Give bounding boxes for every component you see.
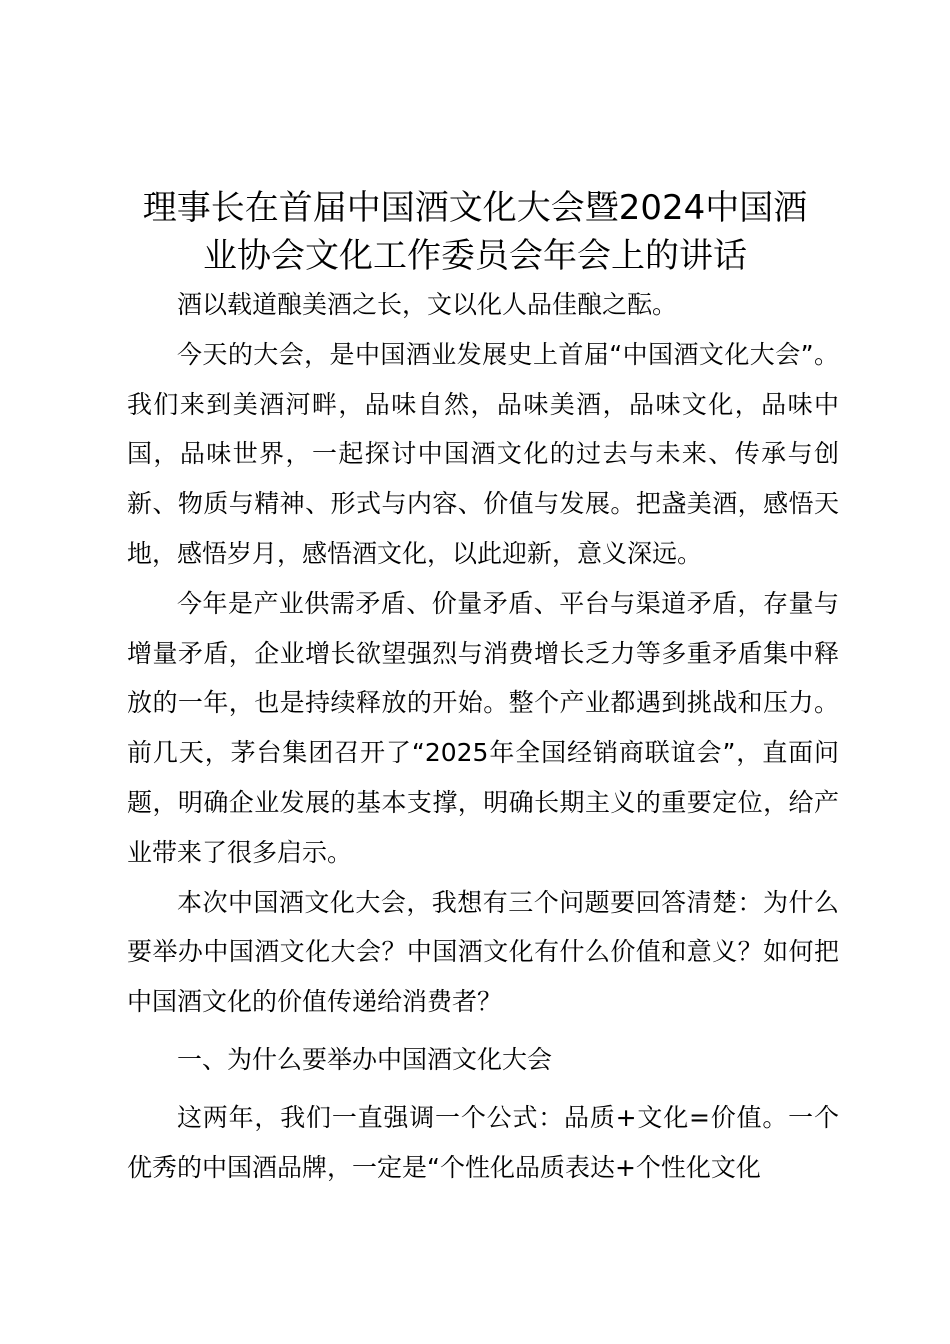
paragraph-industry-contradictions: 今年是产业供需矛盾、价量矛盾、平台与渠道矛盾，存量与增量矛盾，企业增长欲望强烈与消费增长乏力等多重矛盾集中释放的一年，也是持续释放的开始。整个产业都遇到挑战和压力。前几天，茅台集团召开了“2025年全国经销商联谊会”，直面问题，明确企业发展的基本支撑，明确长期主义的重要定位，给产业带来了很多启示。	[127, 588, 839, 867]
paragraph-formula: 这两年，我们一直强调一个公式：品质+文化=价值。一个优秀的中国酒品牌，一定是“个性化品质表达+个性化文化	[127, 1102, 839, 1182]
paragraph-conference-intro: 今天的大会，是中国酒业发展史上首届“中国酒文化大会”。我们来到美酒河畔，品味自然，品味美酒，品味文化，品味中国，品味世界，一起探讨中国酒文化的过去与未来、传承与创新、物质与精神、形式与内容、价值与发展。把盏美酒，感悟天地，感悟岁月，感悟酒文化，以此迎新，意义深远。	[127, 339, 839, 568]
section-heading-1: 一、为什么要举办中国酒文化大会	[177, 1044, 553, 1074]
paragraph-opening-couplet: 酒以载道酿美酒之长，文以化人品佳酿之酝。	[177, 290, 678, 319]
paragraph-three-questions: 本次中国酒文化大会，我想有三个问题要回答清楚：为什么要举办中国酒文化大会？中国酒文化有什么价值和意义？如何把中国酒文化的价值传递给消费者？	[127, 887, 839, 1017]
document-title	[100, 184, 850, 280]
document-body	[127, 280, 839, 1192]
title-line-1: 理事长在首届中国酒文化大会暨2024中国酒	[142, 188, 808, 228]
title-line-2: 业协会文化工作委员会年会上的讲话	[203, 236, 747, 276]
